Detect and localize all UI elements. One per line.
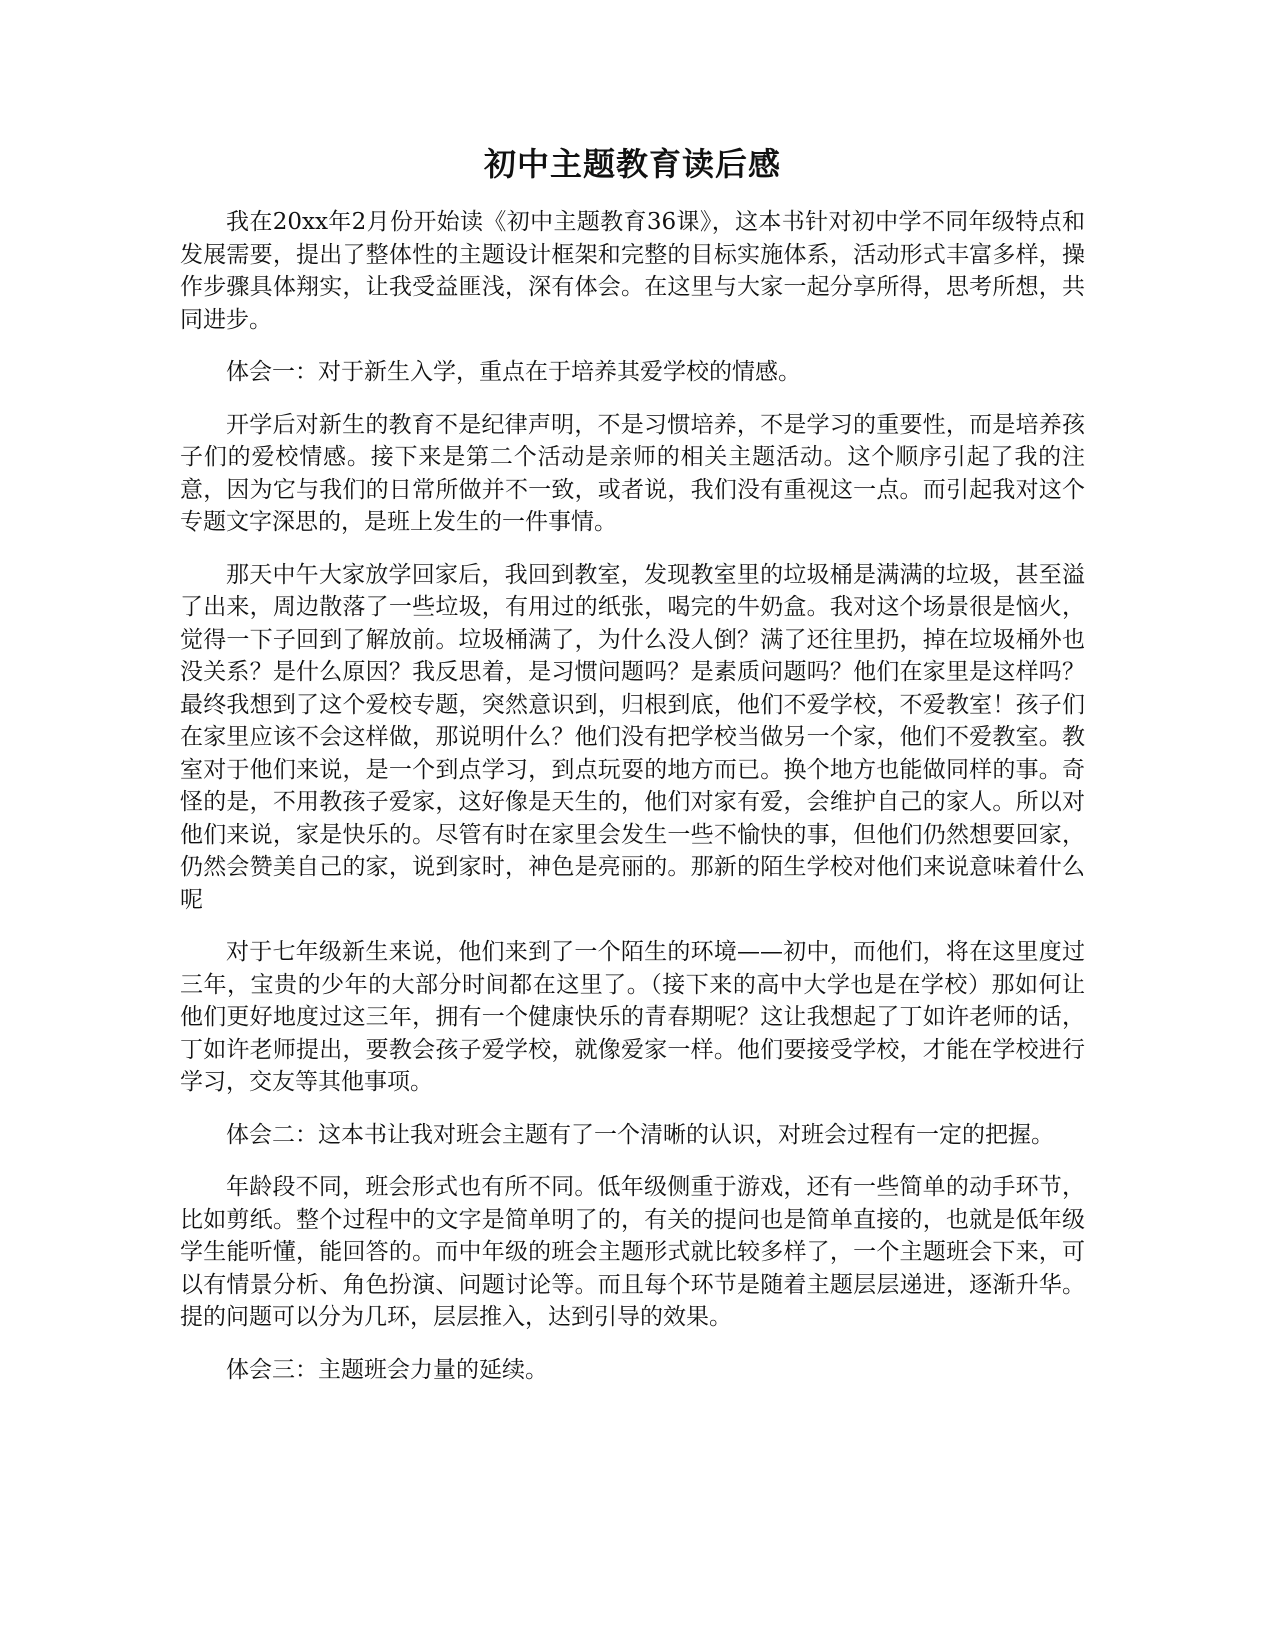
paragraph: 那天中午大家放学回家后，我回到教室，发现教室里的垃圾桶是满满的垃圾，甚至溢了出来，周边散落了一些垃圾，有用过的纸张，喝完的牛奶盒。我对这个场景很是恼火，觉得一下子回到了解放前。垃圾桶满了，为什么没人倒？满了还往里扔，掉在垃圾桶外也没关系？是什么原因？我反思着，是习惯问题吗？是素质问题吗？他们在家里是这样吗？最终我想到了这个爱校专题，突然意识到，归根到底，他们不爱学校，不爱教室！孩子们在家里应该不会这样做，那说明什么？他们没有把学校当做另一个家，他们不爱教室。教室对于他们来说，是一个到点学习，到点玩耍的地方而已。换个地方也能做同样的事。奇怪的是，不用教孩子爱家，这好像是天生的，他们对家有爱，会维护自己的家人。所以对他们来说，家是快乐的。尽管有时在家里会发生一些不愉快的事，但他们仍然想要回家，仍然会赞美自己的家，说到家时，神色是亮丽的。那新的陌生学校对他们来说意味着什么呢 bbox=[180, 561, 1085, 913]
paragraph-insight-three-heading: 体会三：主题班会力量的延续。 bbox=[226, 1356, 548, 1383]
paragraph: 开学后对新生的教育不是纪律声明，不是习惯培养，不是学习的重要性，而是培养孩子们的爱校情感。接下来是第二个活动是亲师的相关主题活动。这个顺序引起了我的注意，因为它与我们的日常所做并不一致，或者说，我们没有重视这一点。而引起我对这个专题文字深思的，是班上发生的一件事情。 bbox=[180, 411, 1085, 535]
paragraph-insight-one-heading: 体会一：对于新生入学，重点在于培养其爱学校的情感。 bbox=[226, 359, 801, 385]
document-title: 初中主题教育读后感 bbox=[483, 145, 781, 183]
paragraph-intro: 我在20xx年2月份开始读《初中主题教育36课》，这本书针对初中学不同年级特点和发展需要，提出了整体性的主题设计框架和完整的目标实施体系，活动形式丰富多样，操作步骤具体翔实，让我受益匪浅，深有体会。在这里与大家一起分享所得，思考所想，共同进步。 bbox=[180, 209, 1085, 333]
document-page bbox=[180, 140, 1085, 1406]
paragraph-insight-two-heading: 体会二：这本书让我对班会主题有了一个清晰的认识，对班会过程有一定的把握。 bbox=[226, 1121, 1054, 1148]
paragraph: 年龄段不同，班会形式也有所不同。低年级侧重于游戏，还有一些简单的动手环节，比如剪纸。整个过程中的文字是简单明了的，有关的提问也是简单直接的，也就是低年级学生能听懂，能回答的。而中年级的班会主题形式就比较多样了，一个主题班会下来，可以有情景分析、角色扮演、问题讨论等。而且每个环节是随着主题层层递进，逐渐升华。提的问题可以分为几环，层层推入，达到引导的效果。 bbox=[180, 1174, 1085, 1330]
paragraph: 对于七年级新生来说，他们来到了一个陌生的环境——初中，而他们，将在这里度过三年，宝贵的少年的大部分时间都在这里了。（接下来的高中大学也是在学校）那如何让他们更好地度过这三年，拥有一个健康快乐的青春期呢？这让我想起了丁如许老师的话，丁如许老师提出，要教会孩子爱学校，就像爱家一样。他们要接受学校，才能在学校进行学习，交友等其他事项。 bbox=[180, 939, 1085, 1095]
